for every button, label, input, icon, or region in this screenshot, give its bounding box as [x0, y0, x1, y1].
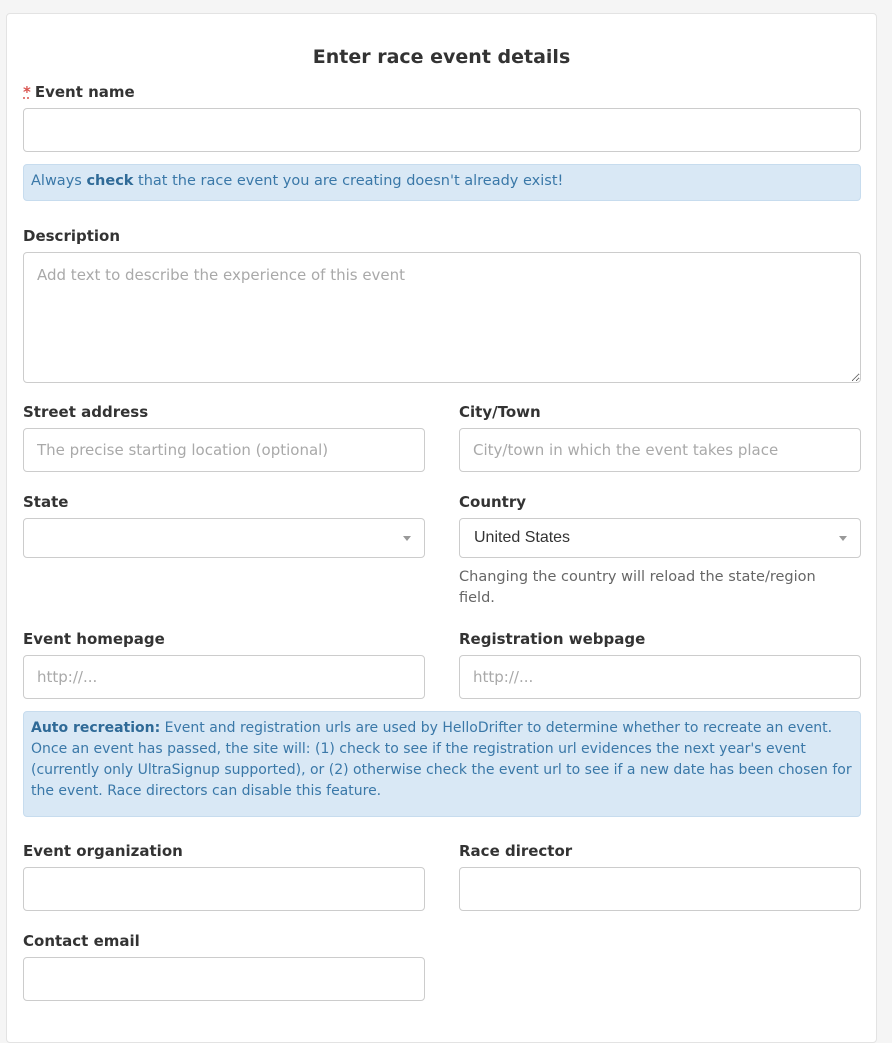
city-input[interactable]	[459, 428, 861, 472]
description-label: Description	[23, 227, 121, 245]
race-director-label: Race director	[459, 842, 573, 860]
contact-email-label: Contact email	[23, 932, 140, 950]
state-label: State	[23, 493, 69, 511]
event-name-label	[23, 83, 135, 101]
country-select-value: United States	[474, 529, 571, 546]
event-organization-input[interactable]	[23, 867, 425, 911]
event-homepage-input[interactable]	[23, 655, 425, 699]
required-marker: *	[23, 83, 31, 101]
duplicate-check-alert	[23, 164, 861, 201]
form-title: Enter race event details	[312, 46, 571, 68]
race-director-input[interactable]	[459, 867, 861, 911]
state-select[interactable]	[23, 518, 425, 558]
street-address-input[interactable]	[23, 428, 425, 472]
contact-email-input[interactable]	[23, 957, 425, 1001]
alert-check-suffix: that the race event you are creating doesn't already exist!	[133, 173, 564, 189]
chevron-down-icon	[403, 536, 411, 541]
alert-check-prefix: Always	[31, 173, 87, 189]
auto-recreation-alert	[23, 711, 861, 817]
country-help-text: Changing the country will reload the state/region field.	[459, 569, 816, 606]
country-select[interactable]	[459, 518, 861, 558]
event-name-input[interactable]	[23, 108, 861, 152]
alert-auto-text: Event and registration urls are used by HelloDrifter to determine whether to recreate an event. Once an event has passed, the site will: (1) check to see if the registration url evidences the next year's event (currently only UltraSignup supported), or (2) otherwise check the event url to see if a new date has been chosen for the event. Race directors can disable this feature.	[31, 720, 852, 799]
event-homepage-label: Event homepage	[23, 630, 165, 648]
alert-auto-bold: Auto recreation:	[31, 720, 161, 736]
event-organization-label: Event organization	[23, 842, 183, 860]
registration-webpage-input[interactable]	[459, 655, 861, 699]
alert-check-bold: check	[86, 173, 134, 189]
chevron-down-icon	[839, 536, 847, 541]
form-panel	[6, 13, 877, 1043]
description-textarea[interactable]	[23, 252, 861, 383]
registration-webpage-label: Registration webpage	[459, 630, 646, 648]
street-address-label: Street address	[23, 403, 149, 421]
country-label: Country	[459, 493, 527, 511]
city-label: City/Town	[459, 403, 541, 421]
event-name-label-text: Event name	[34, 83, 135, 101]
